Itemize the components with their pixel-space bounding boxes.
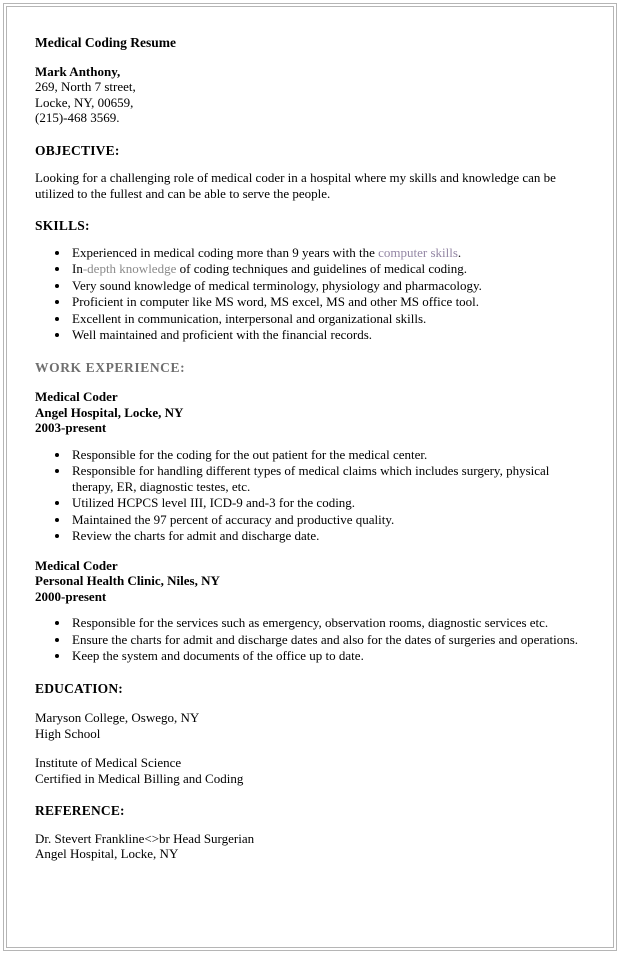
job-header (35, 389, 583, 436)
job-bullet: • Ensure the charts for admit and discharge dates and also for the dates of surgeries and operations. (70, 632, 583, 648)
reference-block (35, 831, 583, 862)
job-dates: 2000-present (35, 588, 107, 604)
job-bullet: • Keep the system and documents of the office up to date. (70, 648, 583, 664)
reference-heading: REFERENCE: (35, 803, 125, 818)
job-header (35, 558, 583, 605)
skill-item (70, 245, 583, 261)
contact-address-line1: 269, North 7 street, (35, 79, 136, 94)
job-bullet-list (35, 615, 583, 664)
education-entry (35, 755, 583, 786)
skill-item-text: . (457, 244, 462, 260)
contact-name: Mark Anthony, (35, 63, 121, 79)
objective-heading: OBJECTIVE: (35, 142, 120, 158)
job-employer: Angel Hospital, Locke, NY (35, 404, 184, 420)
skill-item: • Proficient in computer like MS word, MS excel, MS and other MS office tool. (70, 294, 583, 310)
education-school: Institute of Medical Science (35, 755, 182, 770)
work-experience-heading: WORK EXPERIENCE: (35, 359, 186, 375)
computer-skills-link[interactable]: computer skills (378, 244, 458, 260)
resume-document (6, 6, 614, 948)
skill-item: • Well maintained and proficient with the financial records. (70, 327, 583, 343)
job-bullet: • Responsible for the services such as emergency, observation rooms, diagnostic services etc. (70, 615, 583, 631)
skill-item-text: of coding techniques and guidelines of medical coding. (176, 261, 467, 276)
contact-block (35, 64, 583, 126)
job-bullet: • Utilized HCPCS level III, ICD-9 and-3 for the coding. (70, 495, 583, 511)
page-frame (3, 3, 617, 951)
reference-org: Angel Hospital, Locke, NY (35, 846, 179, 861)
education-heading: EDUCATION: (35, 680, 124, 696)
job-dates: 2003-present (35, 420, 107, 435)
job-employer: Personal Health Clinic, Niles, NY (35, 573, 220, 588)
job-bullet: • Responsible for the coding for the out patient for the medical center. (70, 447, 583, 463)
job-title: Medical Coder (35, 389, 118, 404)
reference-name: Dr. Stevert Frankline<>br Head Surgerian (35, 830, 255, 846)
job-bullet: • Maintained the 97 percent of accuracy and productive quality. (70, 512, 583, 528)
objective-text: Looking for a challenging role of medical coder in a hospital where my skills and knowledge can be utilized to the fullest and can be able to serve the people. (35, 170, 556, 201)
job-bullet: • Responsible for handling different types of medical claims which includes surgery, physical therapy, ER, diagnostic testes, etc. (70, 463, 583, 494)
skill-item-text: Experienced in medical coding more than 9 years with the (72, 244, 379, 260)
skill-item: • Very sound knowledge of medical terminology, physiology and pharmacology. (70, 278, 583, 294)
document-title: Medical Coding Resume (35, 35, 176, 50)
job-title: Medical Coder (35, 557, 118, 573)
education-detail: High School (35, 725, 101, 741)
skills-heading: SKILLS: (35, 218, 90, 233)
skill-item: • Excellent in communication, interpersonal and organizational skills. (70, 311, 583, 327)
education-school: Maryson College, Oswego, NY (35, 710, 200, 725)
contact-phone: (215)-468 3569. (35, 110, 120, 125)
contact-address-line2: Locke, NY, 00659, (35, 94, 134, 110)
skill-item-gray-text: -depth knowledge (82, 261, 177, 276)
skill-item (70, 261, 583, 277)
education-entry (35, 710, 583, 741)
job-bullet: • Review the charts for admit and discharge date. (70, 528, 583, 544)
education-detail: Certified in Medical Billing and Coding (35, 770, 244, 786)
skill-item-text: In (72, 261, 83, 276)
skills-list (35, 245, 583, 343)
job-bullet-list (35, 447, 583, 544)
